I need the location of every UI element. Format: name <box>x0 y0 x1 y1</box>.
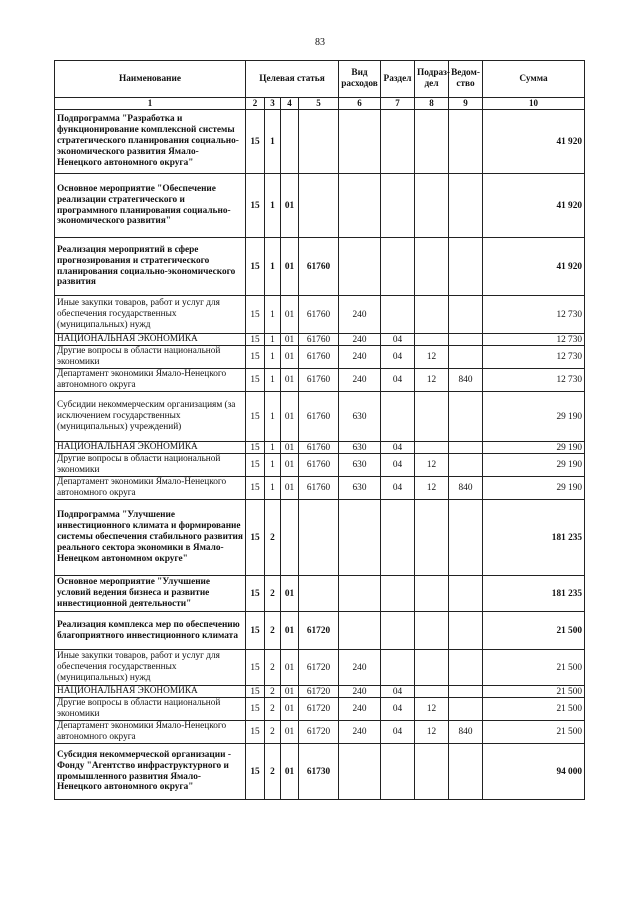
column-number: 9 <box>449 98 483 110</box>
row-sum: 21 500 <box>483 686 585 698</box>
row-sum: 12 730 <box>483 346 585 369</box>
row-code: 01 <box>281 686 299 698</box>
column-number: 5 <box>299 98 339 110</box>
row-code: 61720 <box>299 650 339 686</box>
row-subsection: 12 <box>415 454 449 477</box>
row-name: Другие вопросы в области национальной экономики <box>55 346 246 369</box>
row-sum: 41 920 <box>483 174 585 238</box>
row-code: 01 <box>281 238 299 296</box>
row-code: 2 <box>265 698 281 721</box>
column-number: 10 <box>483 98 585 110</box>
row-subsection <box>415 174 449 238</box>
row-department <box>449 392 483 442</box>
row-code: 1 <box>265 110 281 174</box>
row-expense-type: 240 <box>339 369 381 392</box>
row-department <box>449 576 483 612</box>
row-code: 2 <box>265 576 281 612</box>
header-row <box>55 61 585 98</box>
row-sum: 21 500 <box>483 698 585 721</box>
row-code: 01 <box>281 369 299 392</box>
row-expense-type: 630 <box>339 477 381 500</box>
table-row <box>55 612 585 650</box>
row-code <box>299 110 339 174</box>
table-row <box>55 744 585 800</box>
row-code <box>299 174 339 238</box>
row-name: Подпрограмма "Улучшение инвестиционного климата и формирование системы обеспечения стабильного развития реального сектора экономики в Ямало-Ненецком автономном округе" <box>55 500 246 576</box>
table-row <box>55 369 585 392</box>
table-row <box>55 110 585 174</box>
row-code: 61720 <box>299 686 339 698</box>
row-code: 01 <box>281 174 299 238</box>
table-row <box>55 334 585 346</box>
table-row <box>55 650 585 686</box>
row-sum: 21 500 <box>483 721 585 744</box>
table-row <box>55 477 585 500</box>
row-code: 15 <box>246 110 265 174</box>
row-department: 840 <box>449 477 483 500</box>
row-code: 61760 <box>299 477 339 500</box>
row-expense-type <box>339 500 381 576</box>
header-target-article: Целевая статья <box>246 61 339 98</box>
row-code: 61720 <box>299 698 339 721</box>
header-expense-type: Вид расходов <box>339 61 381 98</box>
row-code: 15 <box>246 721 265 744</box>
row-subsection <box>415 296 449 334</box>
row-code: 01 <box>281 454 299 477</box>
row-name: Субсидии некоммерческим организациям (за исключением государственных (муниципальных) учреждений) <box>55 392 246 442</box>
row-section: 04 <box>381 442 415 454</box>
row-department <box>449 334 483 346</box>
row-code: 01 <box>281 392 299 442</box>
row-code: 15 <box>246 576 265 612</box>
table-row <box>55 576 585 612</box>
row-code: 15 <box>246 454 265 477</box>
row-sum: 181 235 <box>483 576 585 612</box>
row-section <box>381 650 415 686</box>
row-code: 15 <box>246 650 265 686</box>
row-code: 01 <box>281 698 299 721</box>
row-sum: 21 500 <box>483 650 585 686</box>
row-code: 01 <box>281 442 299 454</box>
row-code <box>299 500 339 576</box>
column-number: 6 <box>339 98 381 110</box>
column-number: 3 <box>265 98 281 110</box>
row-expense-type <box>339 576 381 612</box>
row-code: 61760 <box>299 238 339 296</box>
row-code: 01 <box>281 334 299 346</box>
row-expense-type: 240 <box>339 698 381 721</box>
row-subsection <box>415 334 449 346</box>
row-code: 15 <box>246 698 265 721</box>
header-sum: Сумма <box>483 61 585 98</box>
row-code <box>299 576 339 612</box>
row-name: Другие вопросы в области национальной экономики <box>55 698 246 721</box>
row-code: 15 <box>246 334 265 346</box>
row-section <box>381 238 415 296</box>
row-code: 61720 <box>299 612 339 650</box>
row-code: 61760 <box>299 454 339 477</box>
table-row <box>55 698 585 721</box>
column-number: 7 <box>381 98 415 110</box>
row-section: 04 <box>381 454 415 477</box>
row-code: 1 <box>265 346 281 369</box>
row-expense-type: 240 <box>339 686 381 698</box>
row-sum: 12 730 <box>483 296 585 334</box>
header-department: Ведом-ство <box>449 61 483 98</box>
row-section <box>381 576 415 612</box>
row-sum: 29 190 <box>483 454 585 477</box>
row-subsection <box>415 238 449 296</box>
row-code: 1 <box>265 238 281 296</box>
row-expense-type: 630 <box>339 454 381 477</box>
row-name: НАЦИОНАЛЬНАЯ ЭКОНОМИКА <box>55 686 246 698</box>
table-row <box>55 238 585 296</box>
row-code: 15 <box>246 369 265 392</box>
row-code: 01 <box>281 346 299 369</box>
row-section: 04 <box>381 346 415 369</box>
row-subsection <box>415 576 449 612</box>
row-code: 1 <box>265 392 281 442</box>
row-expense-type <box>339 612 381 650</box>
row-sum: 29 190 <box>483 442 585 454</box>
column-number: 2 <box>246 98 265 110</box>
row-code: 15 <box>246 442 265 454</box>
row-code: 1 <box>265 334 281 346</box>
row-code: 15 <box>246 612 265 650</box>
row-name: Иные закупки товаров, работ и услуг для обеспечения государственных (муниципальных) нужд <box>55 650 246 686</box>
row-subsection <box>415 612 449 650</box>
table-row <box>55 500 585 576</box>
row-department <box>449 174 483 238</box>
row-department <box>449 686 483 698</box>
row-code: 61760 <box>299 442 339 454</box>
row-code: 01 <box>281 296 299 334</box>
row-subsection: 12 <box>415 721 449 744</box>
row-expense-type: 240 <box>339 721 381 744</box>
row-sum: 94 000 <box>483 744 585 800</box>
row-sum: 21 500 <box>483 612 585 650</box>
row-section: 04 <box>381 477 415 500</box>
row-sum: 29 190 <box>483 477 585 500</box>
row-section <box>381 612 415 650</box>
row-department <box>449 612 483 650</box>
row-subsection: 12 <box>415 369 449 392</box>
row-department <box>449 500 483 576</box>
row-code <box>281 110 299 174</box>
row-subsection <box>415 442 449 454</box>
row-expense-type: 240 <box>339 346 381 369</box>
row-code: 61730 <box>299 744 339 800</box>
row-code: 15 <box>246 296 265 334</box>
header-name: Наименование <box>55 61 246 98</box>
row-section <box>381 500 415 576</box>
row-department <box>449 442 483 454</box>
table-row <box>55 346 585 369</box>
row-code: 2 <box>265 744 281 800</box>
row-expense-type <box>339 174 381 238</box>
column-number: 1 <box>55 98 246 110</box>
row-department <box>449 698 483 721</box>
row-section <box>381 744 415 800</box>
column-number: 4 <box>281 98 299 110</box>
row-name: Другие вопросы в области национальной экономики <box>55 454 246 477</box>
row-code: 01 <box>281 477 299 500</box>
row-subsection <box>415 686 449 698</box>
row-department <box>449 454 483 477</box>
row-section <box>381 392 415 442</box>
row-department: 840 <box>449 369 483 392</box>
row-name: Подпрограмма "Разработка и функционирование комплексной системы стратегического планирования социально-экономического развития Ямало-Ненецкого автономного округа" <box>55 110 246 174</box>
row-code: 61720 <box>299 721 339 744</box>
budget-table <box>54 60 585 800</box>
row-code: 15 <box>246 686 265 698</box>
row-code: 61760 <box>299 346 339 369</box>
row-section: 04 <box>381 334 415 346</box>
row-code: 01 <box>281 721 299 744</box>
table-row <box>55 392 585 442</box>
row-name: Реализация мероприятий в сфере прогнозирования и стратегического планирования социально-экономического развития <box>55 238 246 296</box>
row-department <box>449 238 483 296</box>
header-section: Раздел <box>381 61 415 98</box>
row-subsection: 12 <box>415 477 449 500</box>
row-subsection <box>415 744 449 800</box>
row-section: 04 <box>381 721 415 744</box>
row-name: Департамент экономики Ямало-Ненецкого автономного округа <box>55 369 246 392</box>
row-code: 15 <box>246 174 265 238</box>
row-section <box>381 174 415 238</box>
row-code: 61760 <box>299 296 339 334</box>
row-code: 15 <box>246 744 265 800</box>
row-sum: 181 235 <box>483 500 585 576</box>
row-name: Субсидия некоммерческой организации - Фонду "Агентство инфраструктурного и промышленного развития Ямало-Ненецкого автономного округа" <box>55 744 246 800</box>
table-row <box>55 296 585 334</box>
table-row <box>55 442 585 454</box>
row-name: Основное мероприятие "Обеспечение реализации стратегического и программного планирования социально-экономического развития" <box>55 174 246 238</box>
row-sum: 12 730 <box>483 369 585 392</box>
row-section: 04 <box>381 686 415 698</box>
row-subsection <box>415 110 449 174</box>
row-section <box>381 296 415 334</box>
row-code: 01 <box>281 612 299 650</box>
row-code: 01 <box>281 650 299 686</box>
row-section <box>381 110 415 174</box>
row-expense-type: 630 <box>339 442 381 454</box>
table-row <box>55 174 585 238</box>
row-expense-type <box>339 238 381 296</box>
row-code: 01 <box>281 576 299 612</box>
row-code: 1 <box>265 454 281 477</box>
row-department <box>449 110 483 174</box>
row-code: 61760 <box>299 392 339 442</box>
row-code: 2 <box>265 721 281 744</box>
row-subsection: 12 <box>415 346 449 369</box>
row-sum: 41 920 <box>483 110 585 174</box>
row-subsection: 12 <box>415 698 449 721</box>
row-code <box>281 500 299 576</box>
row-name: НАЦИОНАЛЬНАЯ ЭКОНОМИКА <box>55 334 246 346</box>
row-subsection <box>415 392 449 442</box>
row-code: 1 <box>265 296 281 334</box>
row-expense-type <box>339 744 381 800</box>
column-number-row <box>55 98 585 110</box>
page-number: 83 <box>315 37 325 48</box>
row-name: Департамент экономики Ямало-Ненецкого автономного округа <box>55 477 246 500</box>
row-department <box>449 296 483 334</box>
row-department <box>449 346 483 369</box>
row-code: 15 <box>246 392 265 442</box>
row-code: 1 <box>265 442 281 454</box>
row-code: 1 <box>265 174 281 238</box>
row-code: 61760 <box>299 334 339 346</box>
row-section: 04 <box>381 369 415 392</box>
row-name: НАЦИОНАЛЬНАЯ ЭКОНОМИКА <box>55 442 246 454</box>
row-code: 15 <box>246 477 265 500</box>
row-subsection <box>415 650 449 686</box>
row-name: Основное мероприятие "Улучшение условий ведения бизнеса и развитие инвестиционной деятельности" <box>55 576 246 612</box>
row-sum: 41 920 <box>483 238 585 296</box>
row-name: Иные закупки товаров, работ и услуг для обеспечения государственных (муниципальных) нужд <box>55 296 246 334</box>
row-expense-type: 240 <box>339 296 381 334</box>
header-subsection: Подраз-дел <box>415 61 449 98</box>
row-expense-type: 240 <box>339 650 381 686</box>
row-department <box>449 744 483 800</box>
row-subsection <box>415 500 449 576</box>
row-code: 15 <box>246 500 265 576</box>
row-sum: 29 190 <box>483 392 585 442</box>
row-code: 15 <box>246 346 265 369</box>
row-code: 2 <box>265 612 281 650</box>
table-row <box>55 721 585 744</box>
row-name: Реализация комплекса мер по обеспечению благоприятного инвестиционного климата <box>55 612 246 650</box>
row-expense-type <box>339 110 381 174</box>
row-department: 840 <box>449 721 483 744</box>
row-code: 01 <box>281 744 299 800</box>
row-code: 1 <box>265 369 281 392</box>
table-row <box>55 454 585 477</box>
row-sum: 12 730 <box>483 334 585 346</box>
row-code: 2 <box>265 650 281 686</box>
row-department <box>449 650 483 686</box>
column-number: 8 <box>415 98 449 110</box>
row-code: 2 <box>265 500 281 576</box>
row-code: 15 <box>246 238 265 296</box>
row-code: 61760 <box>299 369 339 392</box>
row-expense-type: 240 <box>339 334 381 346</box>
table-row <box>55 686 585 698</box>
row-code: 2 <box>265 686 281 698</box>
row-section: 04 <box>381 698 415 721</box>
row-name: Департамент экономики Ямало-Ненецкого автономного округа <box>55 721 246 744</box>
row-expense-type: 630 <box>339 392 381 442</box>
row-code: 1 <box>265 477 281 500</box>
